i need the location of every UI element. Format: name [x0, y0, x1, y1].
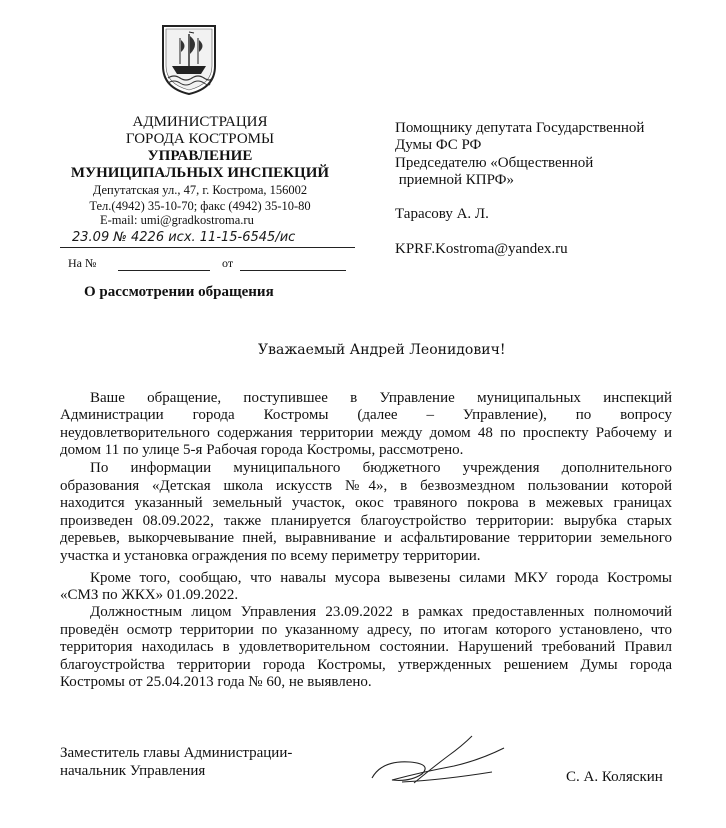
org-name-line1: АДМИНИСТРАЦИЯ	[132, 114, 268, 130]
paragraph-2-line: деревьев, выкорчевывание пней, выравнивание и асфальтирование территории земельного	[60, 530, 672, 546]
paragraph-3-line: «СМЗ по ЖКХ» 01.09.2022.	[60, 587, 239, 603]
paragraph-4-line: территория находилась в удовлетворительном состоянии. Нарушений требований Правил	[60, 639, 672, 655]
addressee-name: Тарасову А. Л.	[395, 206, 489, 222]
paragraph-2-line: находится указанный земельный участок, окос травяного покрова в межевых границах	[60, 495, 672, 511]
ref-number-label: На №	[68, 256, 97, 270]
paragraph-1-line: Администрации города Костромы (далее – Управление), по вопросу	[60, 407, 672, 423]
paragraph-4-line: Должностным лицом Управления 23.09.2022 в рамках предоставленных полномочий	[90, 604, 672, 620]
paragraph-4-line: Костромы от 25.04.2013 года № 60, не выявлено.	[60, 674, 372, 690]
paragraph-3-line: Кроме того, сообщаю, что навалы мусора вывезены силами МКУ города Костромы	[90, 570, 672, 586]
org-phone: Тел.(4942) 35-10-70; факс (4942) 35-10-80	[89, 199, 311, 213]
paragraph-2-line: произведен 08.09.2022, также планируется благоустройство территории: вырубка старых	[60, 513, 672, 529]
greeting: Уважаемый Андрей Леонидович!	[258, 342, 506, 358]
paragraph-1-line: домом 11 по улице 5-я Рабочая города Костромы, рассмотрено.	[60, 442, 464, 458]
letter-subject: О рассмотрении обращения	[84, 284, 274, 300]
paragraph-1-line: Ваше обращение, поступившее в Управление муниципальных инспекций	[90, 390, 672, 406]
addressee-line4: приемной КПРФ»	[395, 172, 515, 188]
paragraph-2-line: образования «Детская школа искусств №4», в безвозмездном пользовании которой	[60, 478, 672, 494]
outgoing-ref-handwritten: 23.09 № 4226 исх. 11-15-6545/ис	[72, 230, 296, 245]
org-name-line3: УПРАВЛЕНИЕ	[147, 148, 253, 164]
org-name-line2: ГОРОДА КОСТРОМЫ	[125, 131, 275, 147]
city-coat-of-arms-icon	[160, 22, 218, 96]
addressee-line3: Председателю «Общественной	[395, 155, 594, 171]
signatory-name: С. А. Коляскин	[566, 769, 663, 785]
handwritten-signature-icon	[362, 728, 512, 790]
outgoing-ref-underline	[60, 247, 355, 248]
signatory-position-line1: Заместитель главы Администрации-	[60, 745, 293, 761]
org-email: E-mail: umi@gradkostroma.ru	[100, 213, 254, 227]
paragraph-4-line: благоустройства территории города Костромы, утвержденных решением Думы города	[60, 657, 672, 673]
paragraph-2-line: участка и установка ограждения по всему периметру территории.	[60, 548, 481, 564]
addressee-line2: Думы ФС РФ	[395, 137, 482, 153]
addressee-email: KPRF.Kostroma@yandex.ru	[395, 241, 568, 257]
org-name-line4: МУНИЦИПАЛЬНЫХ ИНСПЕКЦИЙ	[70, 165, 330, 181]
signatory-position-line2: начальник Управления	[60, 763, 206, 779]
ref-number-field-line	[118, 270, 210, 271]
addressee-line1: Помощнику депутата Государственной	[395, 120, 645, 136]
org-address: Депутатская ул., 47, г. Кострома, 156002	[92, 183, 308, 197]
paragraph-4-line: проведён осмотр территории по указанному адресу, по итогам которого установлено, что	[60, 622, 672, 638]
ref-date-label: от	[222, 256, 234, 270]
ref-date-field-line	[240, 270, 346, 271]
paragraph-2-line: По информации муниципального бюджетного учреждения дополнительного	[90, 460, 672, 476]
paragraph-1-line: неудовлетворительного содержания территории между домом 48 по проспекту Рабочему и	[60, 425, 672, 441]
